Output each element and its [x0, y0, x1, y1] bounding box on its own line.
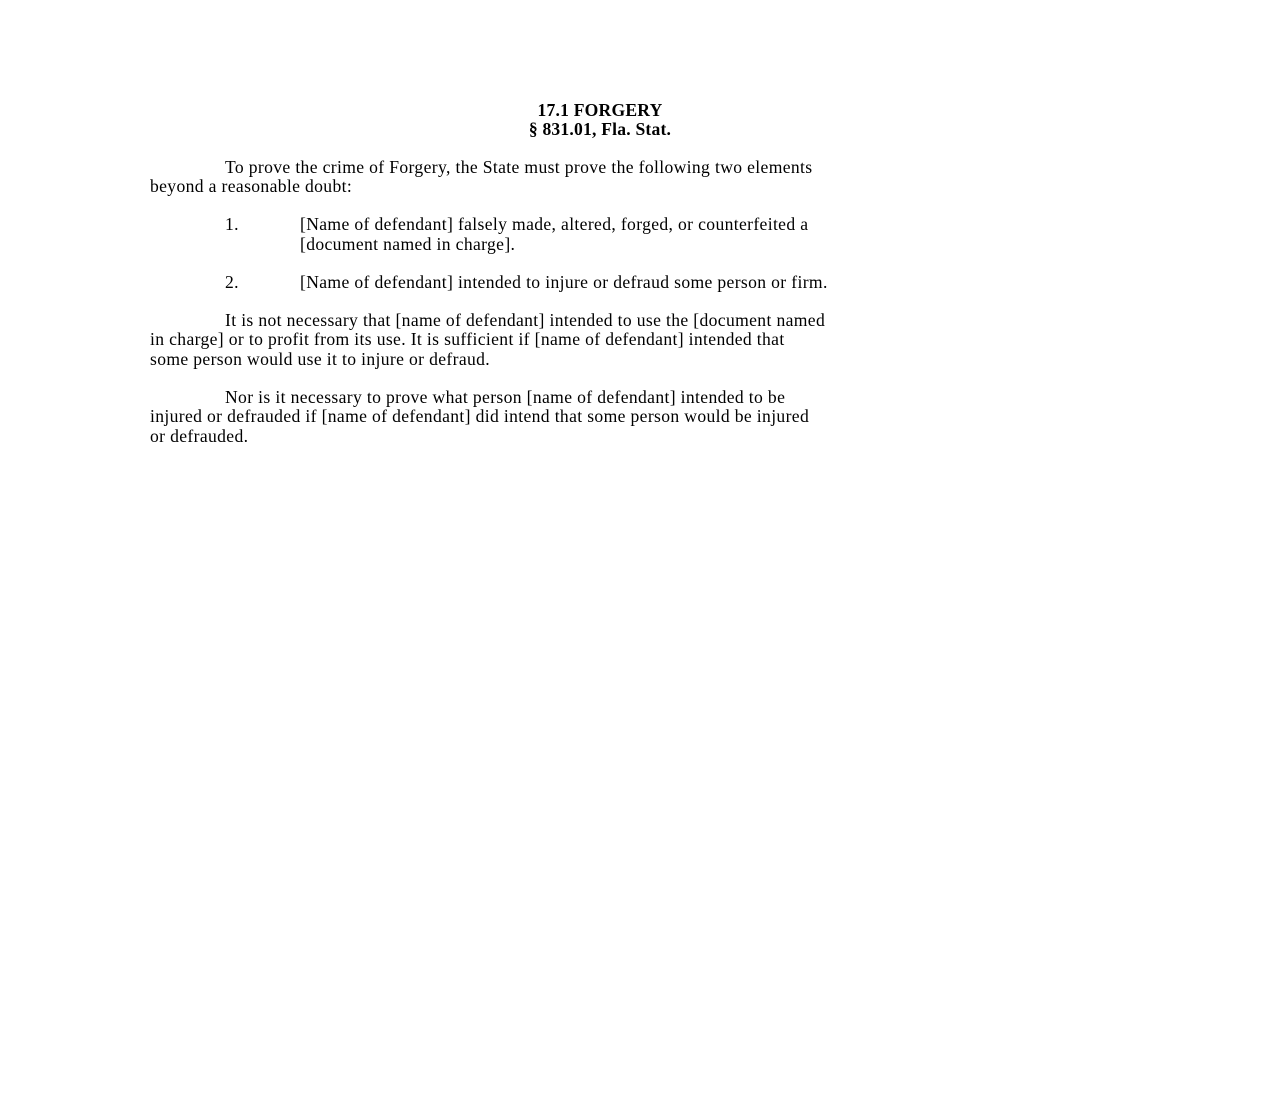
- statute-citation: § 831.01, Fla. Stat.: [528, 119, 672, 139]
- element-1-number: 1.: [225, 214, 239, 234]
- paragraph-1-line-3: some person would use it to injure or defraud.: [150, 349, 491, 369]
- intro-line-2: beyond a reasonable doubt:: [150, 176, 353, 196]
- element-2-number: 2.: [225, 272, 239, 292]
- element-1-line-2: [document named in charge].: [300, 234, 516, 254]
- element-2-line-1: [Name of defendant] intended to injure or defraud some person or firm.: [300, 272, 828, 292]
- intro-line-1: To prove the crime of Forgery, the State must prove the following two elements: [225, 157, 813, 177]
- paragraph-1-line-2: in charge] or to profit from its use. It is sufficient if [name of defendant] intended that: [150, 329, 785, 349]
- paragraph-2-line-3: or defrauded.: [150, 426, 249, 446]
- paragraph-2-line-1: Nor is it necessary to prove what person [name of defendant] intended to be: [225, 387, 786, 407]
- paragraph-1-line-1: It is not necessary that [name of defendant] intended to use the [document named: [225, 310, 826, 330]
- instruction-title: 17.1 FORGERY: [537, 100, 663, 120]
- paragraph-2-line-2: injured or defrauded if [name of defendant] did intend that some person would be injured: [150, 406, 810, 426]
- element-1-line-1: [Name of defendant] falsely made, altered, forged, or counterfeited a: [300, 214, 809, 234]
